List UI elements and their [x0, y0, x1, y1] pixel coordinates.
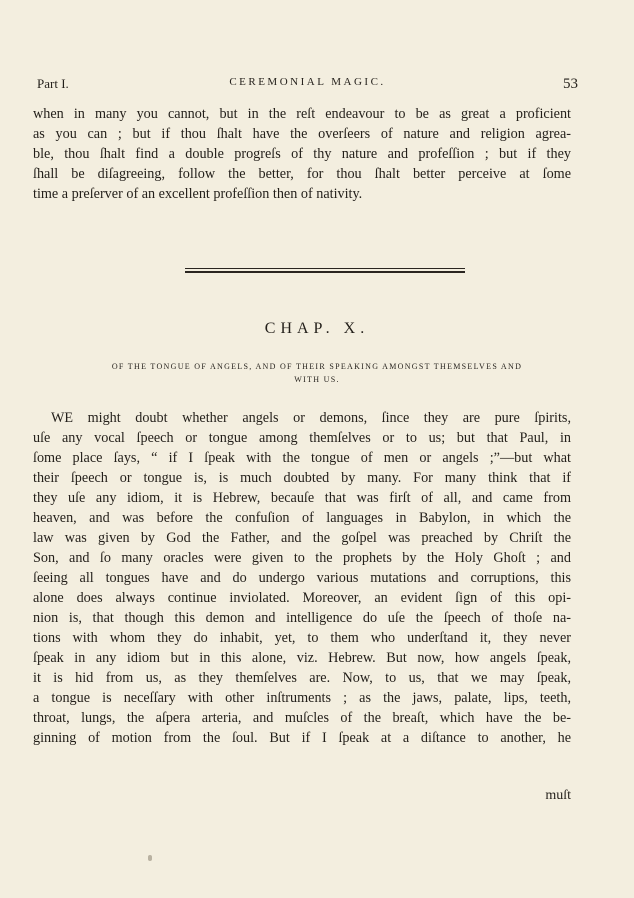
- chapter-subtitle: [30, 360, 604, 386]
- text-line: time a preſerver of an excellent profeſſion then of nativity.: [33, 186, 363, 202]
- text-line: throat, lungs, the aſpera arteria, and muſcles of the breaſt, which have the be-: [33, 710, 571, 726]
- text-line: heaven, and was before the confuſion of languages in Babylon, in which the: [33, 510, 571, 526]
- section-divider: [185, 268, 465, 274]
- subtitle-line: OF THE TONGUE OF ANGELS, AND OF THEIR SPEAKING AMONGST THEMSELVES AND: [111, 362, 523, 371]
- text-line: ſeeing all tongues have and do undergo various mutations and corruptions, this: [33, 570, 571, 586]
- text-line: WE might doubt whether angels or demons, ſince they are pure ſpirits,: [51, 410, 571, 426]
- text-line: Son, and ſo many oracles were given to the prophets by the Holy Ghoſt ; and: [33, 550, 571, 566]
- catchword: muſt: [545, 788, 571, 803]
- part-label: Part I.: [37, 76, 69, 91]
- subtitle-line: WITH US.: [294, 375, 340, 384]
- divider-thin-line: [185, 268, 465, 269]
- text-line: when in many you cannot, but in the reſt endeavour to be as great a proficient: [33, 106, 571, 122]
- chapter-body: [33, 408, 571, 748]
- paragraph-continuation: [33, 104, 571, 204]
- text-line: ſome place ſays, “ if I ſpeak with the tongue of men or angels ;”—but what: [33, 450, 571, 466]
- paper-speck: [148, 855, 152, 861]
- text-line: tions with whom they do inhabit, yet, to them who underſtand it, they never: [33, 630, 571, 646]
- text-line: they uſe any idiom, it is Hebrew, becauſe that was firſt of all, and came from: [33, 490, 571, 506]
- text-line: it is hid from us, as they themſelves are. Now, to us, that we may ſpeak,: [33, 670, 571, 686]
- text-line: their ſpeech or tongue is, is much doubted by many. For many think that if: [33, 470, 571, 486]
- page-number: 53: [563, 76, 578, 92]
- text-line: ſpeak in any idiom but in this alone, viz. Hebrew. But now, how angels ſpeak,: [33, 650, 571, 666]
- chapter-heading: CHAP. X.: [264, 320, 370, 337]
- running-title: CEREMONIAL MAGIC.: [229, 76, 386, 88]
- text-line: ſhall be diſagreeing, follow the better, for thou ſhalt better perceive at ſome: [33, 166, 571, 182]
- text-line: ble, thou ſhalt find a double progreſs of thy nature and profeſſion ; but if they: [33, 146, 571, 162]
- running-header: [37, 76, 578, 96]
- divider-thick-line: [185, 271, 465, 273]
- text-line: a tongue is neceſſary with other inſtruments ; as the jaws, palate, lips, teeth,: [33, 690, 571, 706]
- text-line: ginning of motion from the ſoul. But if I ſpeak at a diſtance to another, he: [33, 730, 571, 746]
- text-line: alone does always continue inviolated. Moreover, an evident ſign of this opi-: [33, 590, 571, 606]
- text-line: law was given by God the Father, and the goſpel was preached by Chriſt the: [33, 530, 571, 546]
- text-line: as you can ; but if thou ſhalt have the overſeers of nature and religion agrea-: [33, 126, 571, 142]
- text-line: uſe any vocal ſpeech or tongue among themſelves or to us; but that Paul, in: [33, 430, 571, 446]
- text-line: nion is, that though this demon and intelligence do uſe the ſpeech of thoſe na-: [33, 610, 571, 626]
